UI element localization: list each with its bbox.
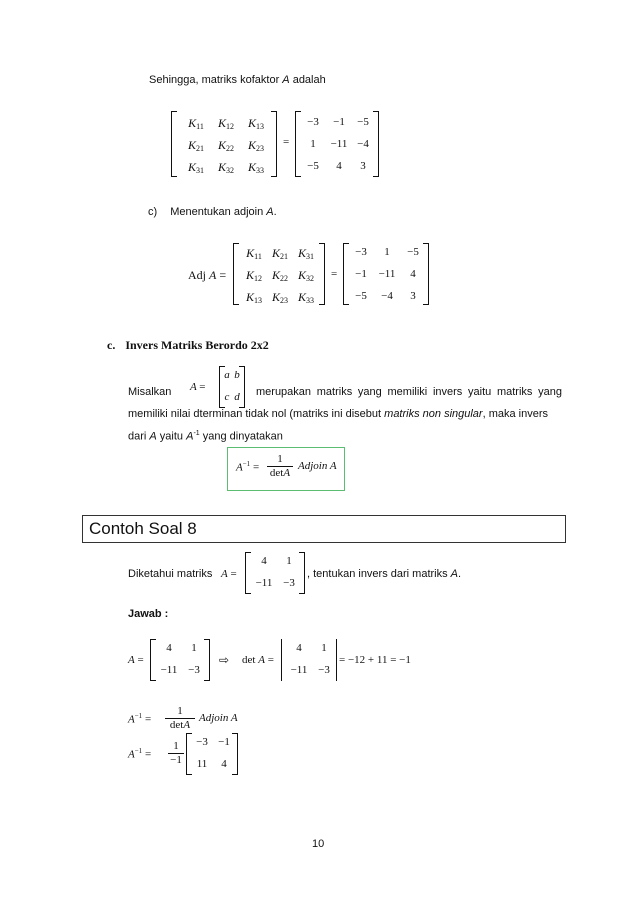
inverse-formula-tail: Adjoin A	[298, 460, 337, 472]
det-matrix: 4 1 −11 −3	[280, 639, 338, 681]
equals-sign: =	[283, 136, 290, 148]
generic-matrix: a b c d	[219, 366, 245, 408]
answer-step2-matrix: −3 −1 11 4	[186, 733, 238, 775]
equals-sign: =	[331, 268, 338, 280]
paragraph-line3: dari A yaitu $A^{-1}$ yang dinyatakan	[128, 430, 283, 443]
answer-label: Jawab :	[128, 608, 169, 620]
paragraph-line2: memiliki nilai dterminan tidak nol (matriks ini disebut matriks non singular, maka invers	[128, 408, 549, 420]
paragraph-line1: merupakan matriks yang memiliki invers yaitu matriks yang	[256, 386, 562, 398]
problem-matrix: 4 1 −11 −3	[245, 552, 305, 594]
page-number: 10	[312, 838, 325, 850]
adjoint-label: Adj A =	[188, 268, 227, 282]
answer-var: A =	[128, 654, 144, 666]
matrix-var-label: A =	[190, 381, 206, 393]
example-heading: Contoh Soal 8	[82, 515, 566, 543]
adjoint-value-matrix: −3 1 −5 −1 −11 4 −5 −4 3	[343, 243, 429, 305]
answer-inverse-lhs: $A^{-1}$ =	[128, 712, 152, 726]
section-heading: c. Invers Matriks Berordo 2x2	[107, 338, 269, 352]
adjoint-symbol-matrix: $K_{11}$ $K_{21}$ $K_{31}$ $K_{12}$ $K_{22}$ $K_{32}$ $K_{13}$ $K_{23}$ $K_{33}$	[233, 243, 325, 305]
problem-post: , tentukan invers dari matriks A.	[307, 568, 462, 580]
inverse-formula-lhs: $A^{-1}$ =	[236, 460, 260, 474]
problem-var: A =	[221, 568, 237, 580]
answer-inverse-fraction: 1 detA	[165, 705, 195, 732]
answer-step2-fraction: 1 −1	[168, 740, 184, 767]
step-c: c) Menentukan adjoin A.	[148, 206, 277, 218]
answer-matrix: 4 1 −11 −3	[150, 639, 210, 681]
cofactor-value-matrix: −3 −1 −5 1 −11 −4 −5 4 3	[295, 111, 379, 177]
answer-inverse-tail: Adjoin A	[199, 712, 238, 724]
paragraph-misalkan: Misalkan	[128, 386, 172, 398]
cofactor-symbol-matrix: $K_{11}$ $K_{12}$ $K_{13}$ $K_{21}$ $K_{22}$ $K_{23}$ $K_{31}$ $K_{32}$ $K_{33}$	[171, 111, 277, 177]
answer-step2-lhs: $A^{-1}$ =	[128, 747, 152, 761]
det-label: det A =	[242, 654, 274, 666]
cofactor-intro: Sehingga, matriks kofaktor A adalah	[149, 74, 326, 86]
det-result: = −12 + 11 = −1	[339, 654, 411, 666]
inverse-formula-fraction: 1 detA	[267, 453, 293, 480]
implies-arrow-icon: ⇨	[219, 653, 230, 667]
problem-pre: Diketahui matriks	[128, 568, 213, 580]
